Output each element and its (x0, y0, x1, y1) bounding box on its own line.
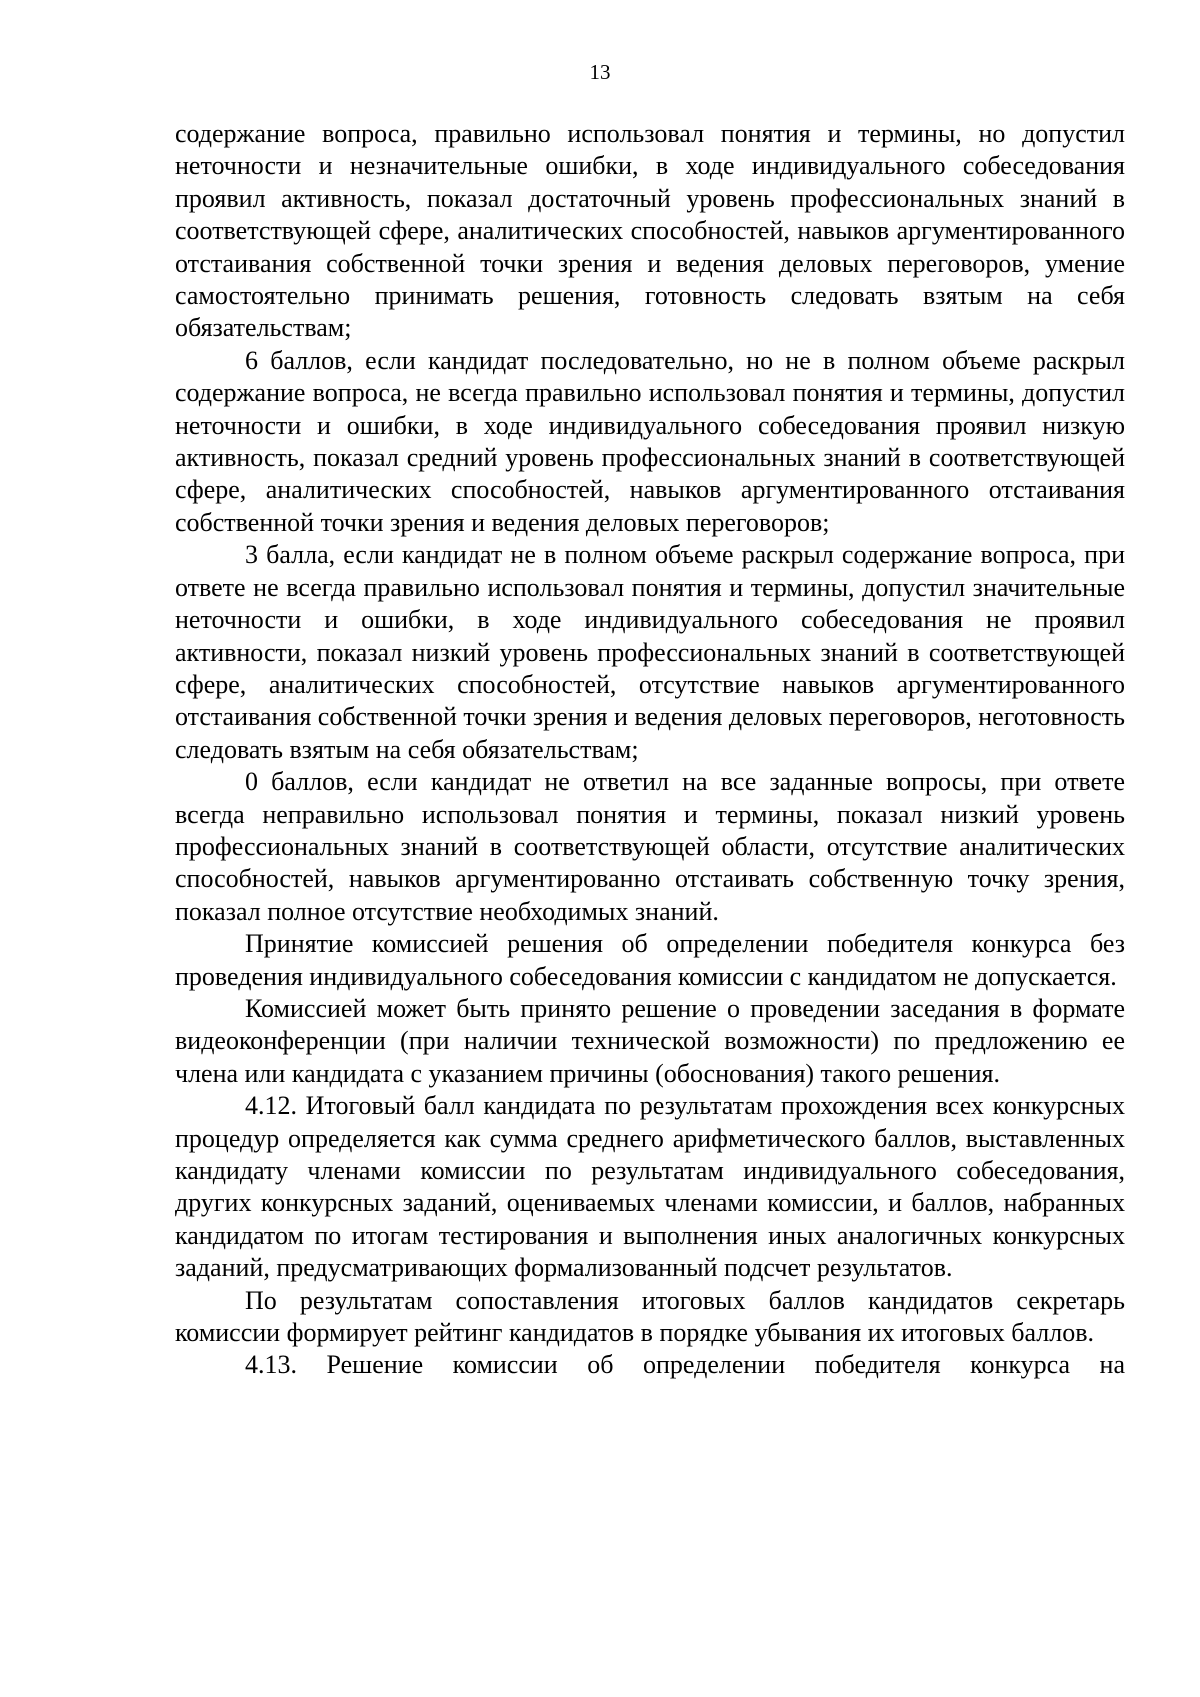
paragraph-videoconference: Комиссией может быть принято решение о проведении заседания в формате видеоконференции (при наличии технической возможности) по предложению ее члена или кандидата с указанием причины (обоснования) такого решения. (175, 993, 1125, 1088)
page-number: 13 (589, 60, 611, 84)
paragraph-4-13: 4.13. Решение комиссии об определении победителя конкурса на (245, 1350, 1125, 1380)
paragraph-3-points: 3 балла, если кандидат не в полном объеме раскрыл содержание вопроса, при ответе не всегда правильно использовал понятия и термины, допустил значительные неточности и ошибки, в ходе индивидуального собеседования не проявил активности, показал низкий уровень профессиональных знаний в соответствующей сфере, аналитических способностей, отсутствие навыков аргументированного отстаивания собственной точки зрения и ведения деловых переговоров, неготовность следовать взятым на себя обязательствам; (175, 540, 1125, 764)
document-body (175, 118, 1125, 1382)
paragraph-rating: По результатам сопоставления итоговых баллов кандидатов секретарь комиссии формирует рейтинг кандидатов в порядке убывания их итоговых баллов. (175, 1285, 1125, 1348)
paragraph-4-12: 4.12. Итоговый балл кандидата по результатам прохождения всех конкурсных процедур определяется как сумма среднего арифметического баллов, выставленных кандидату членами комиссии по результатам индивидуального собеседования, других конкурсных заданий, оцениваемых членами комиссии, и баллов, набранных кандидатом по итогам тестирования и выполнения иных аналогичных конкурсных заданий, предусматривающих формализованный подсчет результатов. (175, 1091, 1125, 1283)
paragraph-6-points: 6 баллов, если кандидат последовательно, но не в полном объеме раскрыл содержание вопроса, не всегда правильно использовал понятия и термины, допустил неточности и ошибки, в ходе индивидуального собеседования проявил низкую активность, показал средний уровень профессиональных знаний в соответствующей сфере, аналитических способностей, навыков аргументированного отстаивания собственной точки зрения и ведения деловых переговоров; (175, 345, 1125, 537)
paragraph-0-points: 0 баллов, если кандидат не ответил на все заданные вопросы, при ответе всегда неправильно использовал понятия и термины, показал низкий уровень профессиональных знаний в соответствующей области, отсутствие аналитических способностей, навыков аргументированно отстаивать собственную точку зрения, показал полное отсутствие необходимых знаний. (175, 767, 1125, 926)
paragraph-no-interview: Принятие комиссией решения об определении победителя конкурса без проведения индивидуального собеседования комиссии с кандидатом не допускается. (175, 929, 1125, 991)
paragraph-continuation: содержание вопроса, правильно использовал понятия и термины, но допустил неточности и незначительные ошибки, в ходе индивидуального собеседования проявил активность, показал достаточный уровень профессиональных знаний в соответствующей сфере, аналитических способностей, навыков аргументированного отстаивания собственной точки зрения и ведения деловых переговоров, умение самостоятельно принимать решения, готовность следовать взятым на себя обязательствам; (175, 119, 1125, 343)
